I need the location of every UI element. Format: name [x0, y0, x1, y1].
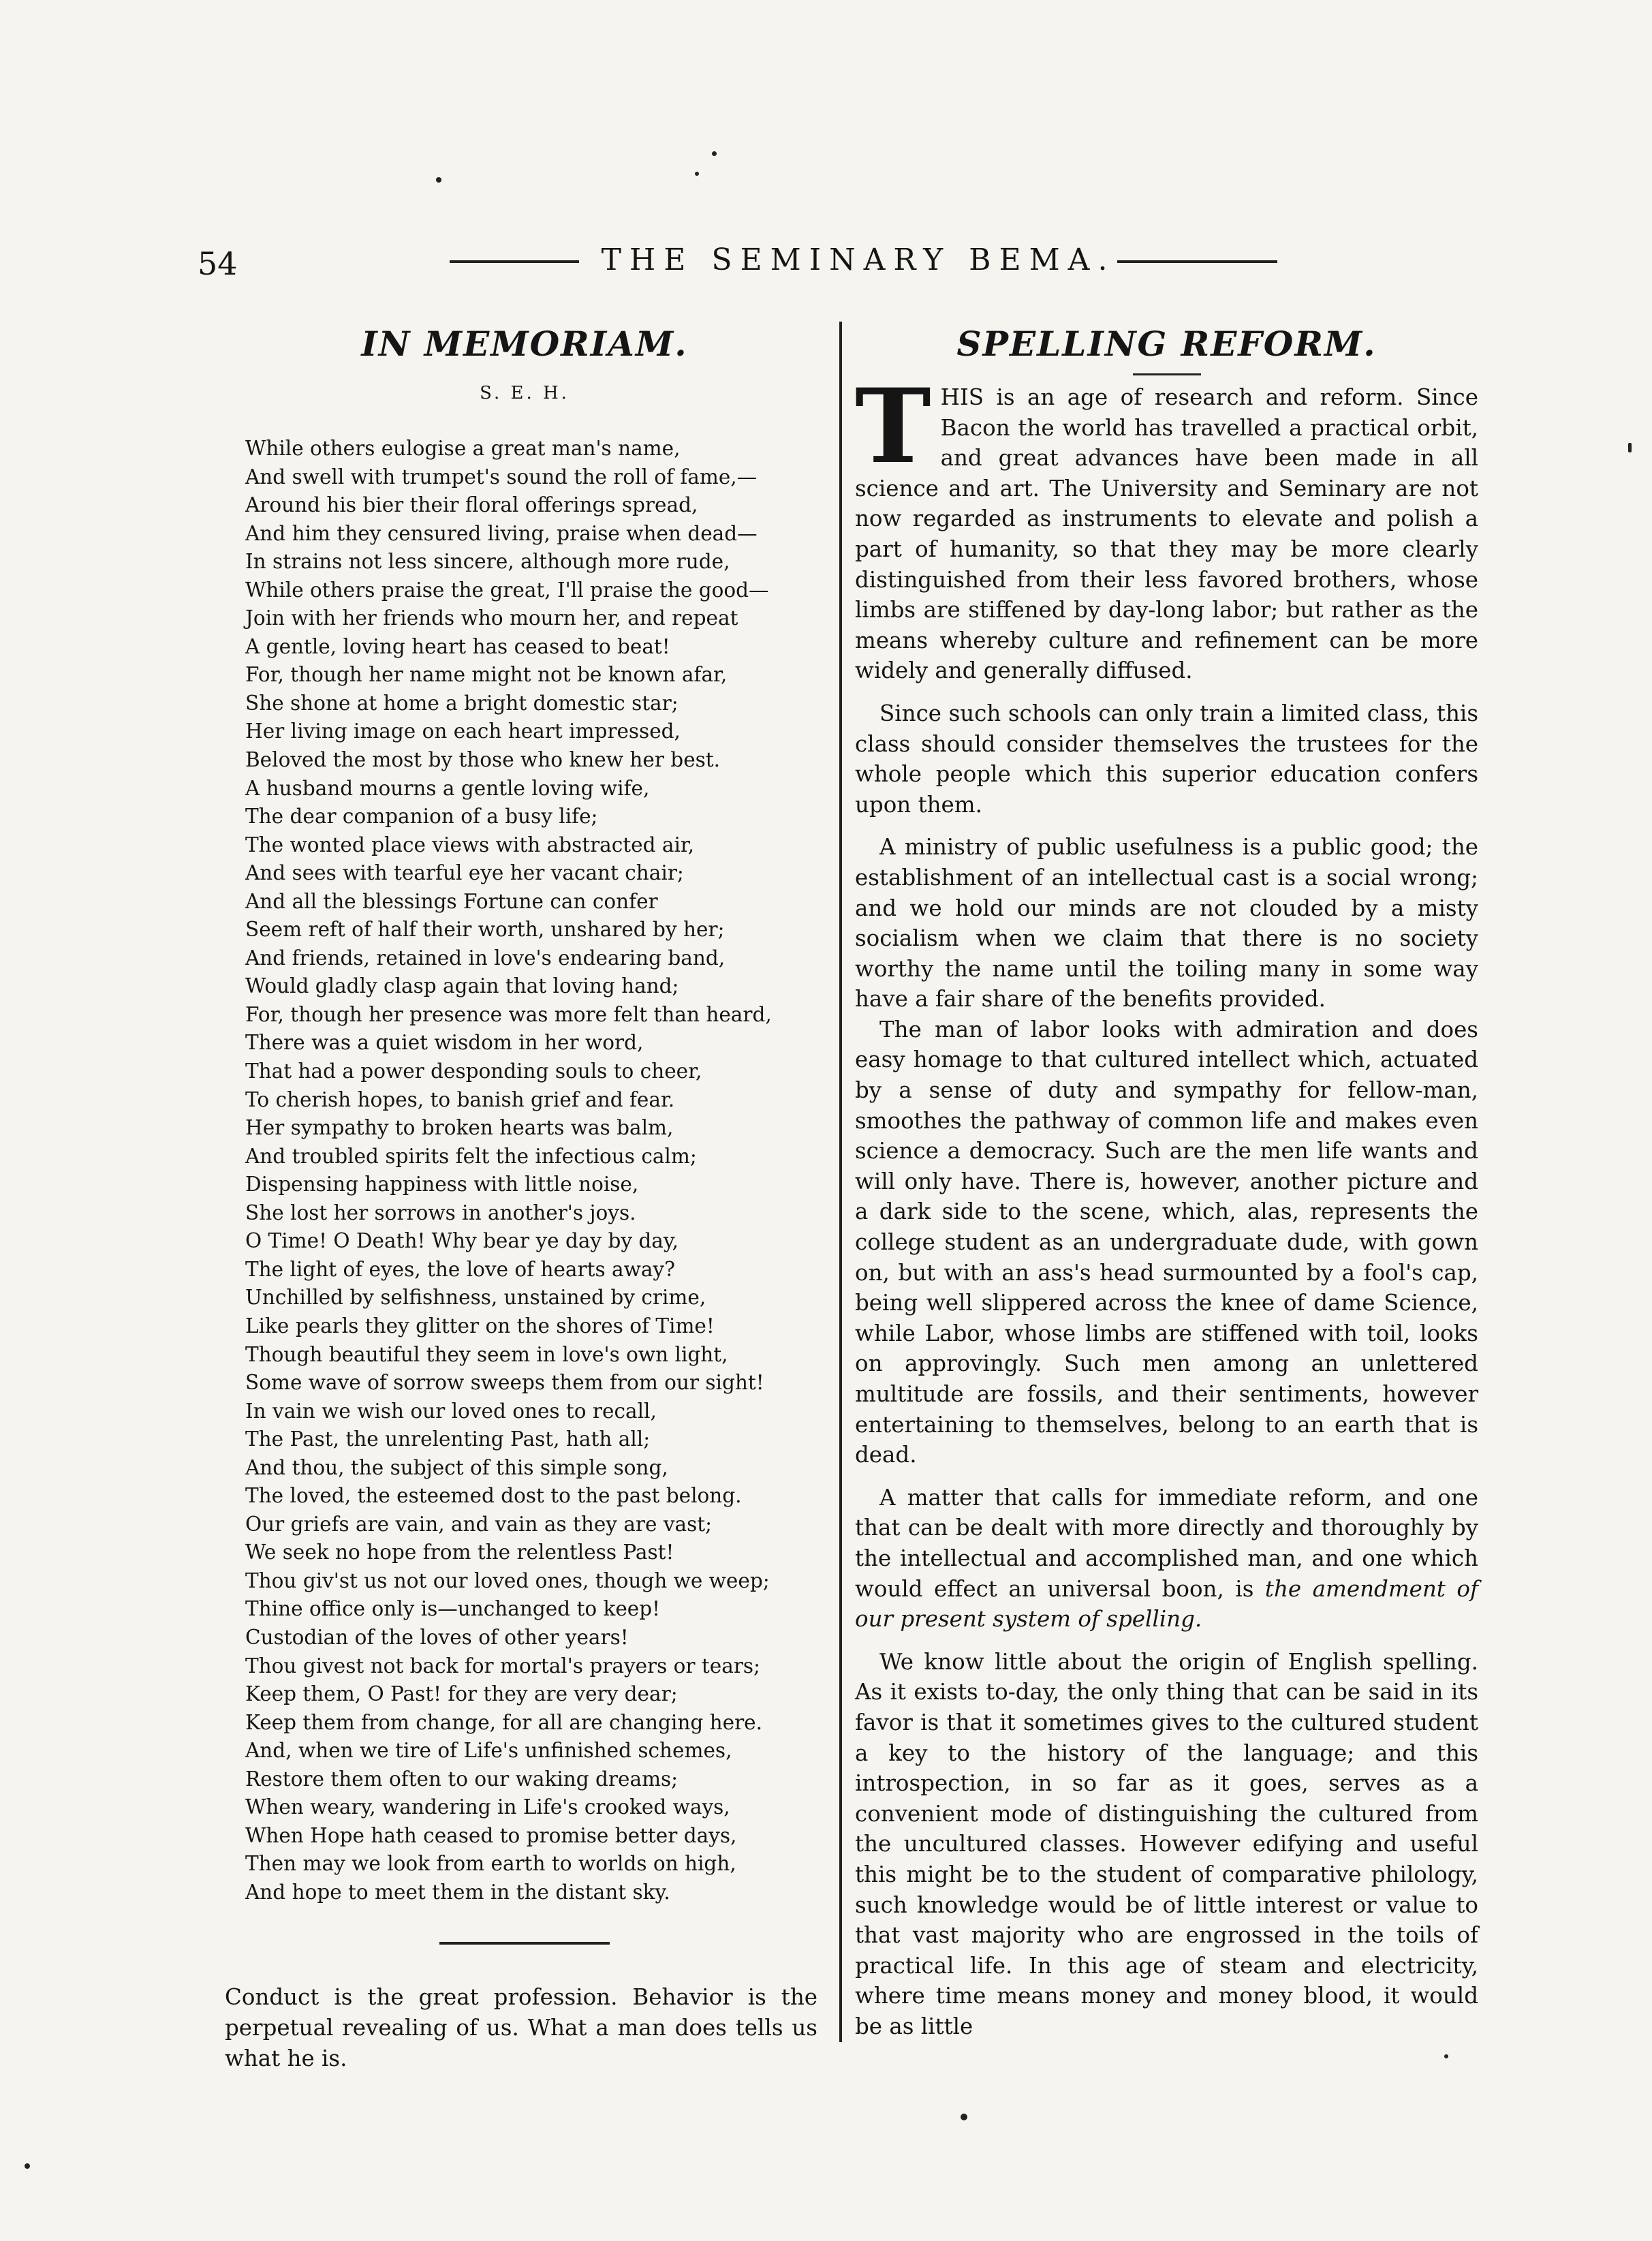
- poem-line: Like pearls they glitter on the shores of Time!: [245, 1314, 715, 1338]
- print-speck: [1444, 2054, 1448, 2058]
- poem-line: Dispensing happiness with little noise,: [245, 1173, 639, 1196]
- print-speck: [712, 151, 717, 156]
- poem-line: Thine office only is—unchanged to keep!: [245, 1597, 660, 1621]
- poem-line: That had a power desponding souls to cheer,: [245, 1060, 702, 1083]
- poem-line: And troubled spirits felt the infectious calm;: [245, 1144, 697, 1168]
- poem-line: The Past, the unrelenting Past, hath all;: [245, 1427, 651, 1451]
- poem-line: For, though her name might not be known afar,: [245, 663, 728, 687]
- article-title: SPELLING REFORM.: [956, 324, 1377, 364]
- poem-line: Keep them from change, for all are changing here.: [245, 1710, 763, 1734]
- article-paragraph-2: Since such schools can only train a limited class, this class should consider themselves the trustees for the whole people which this superior education confers upon them.: [855, 700, 1478, 818]
- section-divider: [439, 1942, 610, 1945]
- poem-line: Custodian of the loves of other years!: [245, 1625, 629, 1649]
- poem-line: And friends, retained in love's endearing band,: [245, 946, 726, 970]
- article-paragraph-1: THIS is an age of research and reform. Since Bacon the world has travelled a practical orbit, and great advances have been made in all science and art. The University and Seminary are not now regarded as instruments to elevate and polish a part of humanity, so that they may be more clearly distinguished from their less favored brothers, whose limbs are stiffened by day-long labor; but rather as the means whereby culture and refinement can be more widely and generally diffused.: [855, 367, 1478, 684]
- article-paragraph-5: A matter that calls for immediate reform, and one that can be dealt with more directly and thoroughly by the intellectual and accomplished man, and one which would effect an universal boon, is the amendment of our present system of spelling.: [855, 1484, 1478, 1633]
- poem-line: And, when we tire of Life's unfinished schemes,: [245, 1739, 732, 1763]
- article-paragraph-4: The man of labor looks with admiration and does easy homage to that cultured intellect which, actuated by a sense of duty and sympathy for fellow-man, smoothes the pathway of common life and makes even science a democracy. Such are the men life wants and will only have. There is, however, another picture and a dark side to the scene, which, alas, represents the college student as an undergraduate dude, with gown on, but with an ass's head surmounted by a fool's cap, being well slippered across the knee of dame Science, while Labor, whose limbs are stiffened with toil, looks on approvingly. Such men among an unlettered multitude are fossils, and their sentiments, however entertaining to themselves, belong to an earth that is dead.: [855, 1016, 1478, 1468]
- poem-line: Some wave of sorrow sweeps them from our sight!: [245, 1371, 764, 1395]
- poem-line: Restore them often to our waking dreams;: [245, 1767, 679, 1791]
- poem-line: She lost her sorrows in another's joys.: [245, 1201, 636, 1224]
- poem-line: In vain we wish our loved ones to recall,: [245, 1399, 657, 1423]
- article-paragraph-3: A ministry of public usefulness is a public good; the establishment of an intellectual cast is a social wrong; and we hold our minds are not clouded by a misty socialism when we claim that there is no society worthy the name until the toiling many in some way have a fair share of the benefits provided.: [855, 834, 1478, 1013]
- column-rule: [839, 322, 842, 2042]
- poem-line: A gentle, loving heart has ceased to beat!: [245, 634, 670, 658]
- print-speck: [25, 2163, 30, 2169]
- left-column: [225, 324, 824, 2073]
- poem-line: In strains not less sincere, although more rude,: [245, 550, 730, 574]
- poem-line: And hope to meet them in the distant sky.: [245, 1880, 670, 1904]
- poem-line: Then may we look from earth to worlds on high,: [245, 1852, 736, 1876]
- poem-line: When weary, wandering in Life's crooked ways,: [245, 1795, 730, 1819]
- page-number: 54: [198, 245, 238, 282]
- poem-line: And sees with tearful eye her vacant chair;: [245, 861, 684, 885]
- drop-cap: T: [855, 367, 931, 486]
- print-speck: [695, 172, 699, 176]
- poem-line: Her living image on each heart impressed,: [245, 720, 681, 743]
- poem-line: A husband mourns a gentle loving wife,: [245, 776, 650, 800]
- poem-line: The light of eyes, the love of hearts away?: [245, 1257, 675, 1281]
- poem-line: Seem reft of half their worth, unshared by her;: [245, 918, 725, 942]
- poem-body: [225, 435, 824, 1906]
- running-head: THE SEMINARY BEMA.: [601, 243, 1116, 277]
- print-speck: [1628, 443, 1632, 452]
- poem-initials: S. E. H.: [480, 383, 570, 403]
- ornament-right: [1117, 260, 1277, 263]
- poem-line: Would gladly clasp again that loving hand;: [245, 974, 679, 998]
- poem-line: Around his bier their floral offerings spread,: [245, 493, 698, 517]
- poem-line: Our griefs are vain, and vain as they are vast;: [245, 1512, 713, 1536]
- poem-line: Thou giv'st us not our loved ones, though we weep;: [245, 1568, 770, 1592]
- poem-line: While others praise the great, I'll praise the good—: [245, 578, 769, 602]
- poem-title: IN MEMORIAM.: [361, 324, 688, 364]
- right-column: [855, 324, 1478, 2041]
- poem-line: The dear companion of a busy life;: [245, 805, 598, 829]
- poem-line: For, though her presence was more felt than heard,: [245, 1002, 772, 1026]
- title-rule: [1133, 373, 1201, 375]
- print-speck: [436, 177, 441, 183]
- poem-line: While others eulogise a great man's name,: [245, 437, 681, 460]
- article-paragraph-6: We know little about the origin of English spelling. As it exists to-day, the only thing that can be said in its favor is that it sometimes gives to the cultured student a key to the history of the language; and this introspection, in so far as it goes, serves as a convenient mode of distinguishing the cultured from the uncultured classes. However edifying and useful this might be to the student of comparative philology, such knowledge would be of little interest or value to that vast majority who are engrossed in the toils of practical life. In this age of steam and electricity, where time means money and money blood, it would be as little: [855, 1648, 1478, 2039]
- conduct-quote: Conduct is the great profession. Behavior is the perpetual revealing of us. What a man does tells us what he is.: [225, 1984, 817, 2071]
- poem-line: And swell with trumpet's sound the roll of fame,—: [245, 465, 758, 489]
- poem-line: Her sympathy to broken hearts was balm,: [245, 1116, 674, 1140]
- poem-line: And him they censured living, praise when dead—: [245, 521, 758, 545]
- poem-line: And all the blessings Fortune can confer: [245, 889, 658, 913]
- poem-line: Thou givest not back for mortal's prayers or tears;: [245, 1654, 760, 1678]
- poem-line: She shone at home a bright domestic star;: [245, 691, 679, 715]
- poem-line: Beloved the most by those who knew her best.: [245, 748, 721, 772]
- poem-line: We seek no hope from the relentless Past!: [245, 1541, 674, 1564]
- poem-line: And thou, the subject of this simple song,: [245, 1455, 668, 1479]
- poem-line: O Time! O Death! Why bear ye day by day,: [245, 1229, 679, 1253]
- poem-line: Though beautiful they seem in love's own light,: [245, 1342, 728, 1366]
- poem-line: Unchilled by selfishness, unstained by crime,: [245, 1286, 706, 1310]
- poem-line: To cherish hopes, to banish grief and fear.: [245, 1087, 675, 1111]
- poem-line: The loved, the esteemed dost to the past belong.: [245, 1484, 742, 1508]
- poem-line: Join with her friends who mourn her, and repeat: [245, 606, 738, 630]
- poem-line: The wonted place views with abstracted air,: [245, 833, 695, 856]
- poem-line: There was a quiet wisdom in her word,: [245, 1031, 644, 1055]
- print-speck: [961, 2114, 967, 2120]
- poem-line: Keep them, O Past! for they are very dear;: [245, 1682, 678, 1706]
- poem-line: When Hope hath ceased to promise better days,: [245, 1823, 737, 1847]
